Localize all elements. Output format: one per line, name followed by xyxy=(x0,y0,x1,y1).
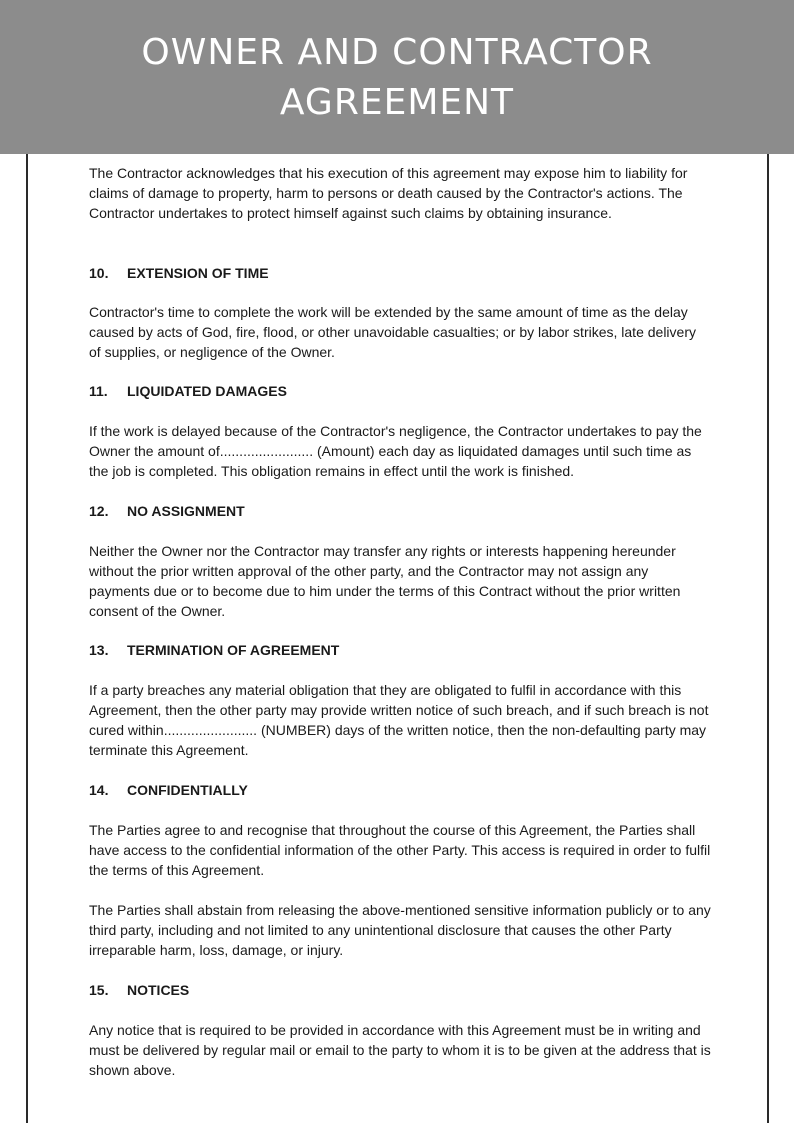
document-title-line-1: OWNER AND CONTRACTOR xyxy=(141,32,653,73)
section-number: 11. xyxy=(89,383,108,399)
page-border-left xyxy=(26,154,28,1123)
section-number: 14. xyxy=(89,782,109,798)
section-heading-11 xyxy=(89,381,711,401)
intro-paragraph: The Contractor acknowledges that his execution of this agreement may expose him to liability for claims of damage to property, harm to persons or death caused by the Contractor's actions. The Contractor undertakes to protect himself against such claims by obtaining insurance. xyxy=(89,165,688,221)
section-number: 10. xyxy=(89,265,109,281)
section-title: CONFIDENTIALLY xyxy=(127,782,248,798)
section-10-paragraph: Contractor's time to complete the work will be extended by the same amount of time as the delay caused by acts of God, fire, flood, or other unavoidable casualties; or by labor strikes, late delivery of supplies, or negligence of the Owner. xyxy=(89,304,696,360)
section-title: NO ASSIGNMENT xyxy=(127,503,245,519)
page-border-right xyxy=(767,154,769,1123)
section-14-paragraph-1: The Parties agree to and recognise that throughout the course of this Agreement, the Parties shall have access to the confidential information of the other Party. This access is required in order to fulfil the terms of this Agreement. xyxy=(89,822,711,878)
document-body xyxy=(89,163,711,1080)
section-11-paragraph: If the work is delayed because of the Contractor's negligence, the Contractor undertakes to pay the Owner the amount of........................ (Amount) each day as liquidated damages until such time as the job is completed. This obligation remains in effect until the work is finished. xyxy=(89,423,702,479)
section-heading-12 xyxy=(89,501,711,521)
section-number: 15. xyxy=(89,982,109,998)
title-banner xyxy=(0,0,794,154)
section-number: 12. xyxy=(89,503,109,519)
section-title: EXTENSION OF TIME xyxy=(127,265,269,281)
section-14-paragraph-2: The Parties shall abstain from releasing the above-mentioned sensitive information publicly or to any third party, including and not limited to any unintentional disclosure that causes the other Party irreparable harm, loss, damage, or injury. xyxy=(89,902,711,958)
section-number: 13. xyxy=(89,642,109,658)
section-heading-13 xyxy=(89,640,711,660)
section-title: NOTICES xyxy=(127,982,190,998)
section-12-paragraph: Neither the Owner nor the Contractor may transfer any rights or interests happening hereunder without the prior written approval of the other party, and the Contractor may not assign any payments due or to become due to him under the terms of this Contract without the prior written consent of the Owner. xyxy=(89,543,681,619)
document-title-line-2: AGREEMENT xyxy=(279,82,515,123)
section-heading-10 xyxy=(89,263,711,283)
section-title: LIQUIDATED DAMAGES xyxy=(127,383,287,399)
section-13-paragraph: If a party breaches any material obligation that they are obligated to fulfil in accordance with this Agreement, then the other party may provide written notice of such breach, and if such breach is not cured within........................ (NUMBER) days of the written notice, then the non-defaulting party may terminate this Agreement. xyxy=(89,682,709,758)
section-15-paragraph: Any notice that is required to be provided in accordance with this Agreement must be in writing and must be delivered by regular mail or email to the party to whom it is to be given at the address that is shown above. xyxy=(89,1022,711,1078)
section-title: TERMINATION OF AGREEMENT xyxy=(127,642,340,658)
section-heading-14 xyxy=(89,780,711,800)
section-heading-15 xyxy=(89,980,711,1000)
document-title xyxy=(141,28,652,128)
